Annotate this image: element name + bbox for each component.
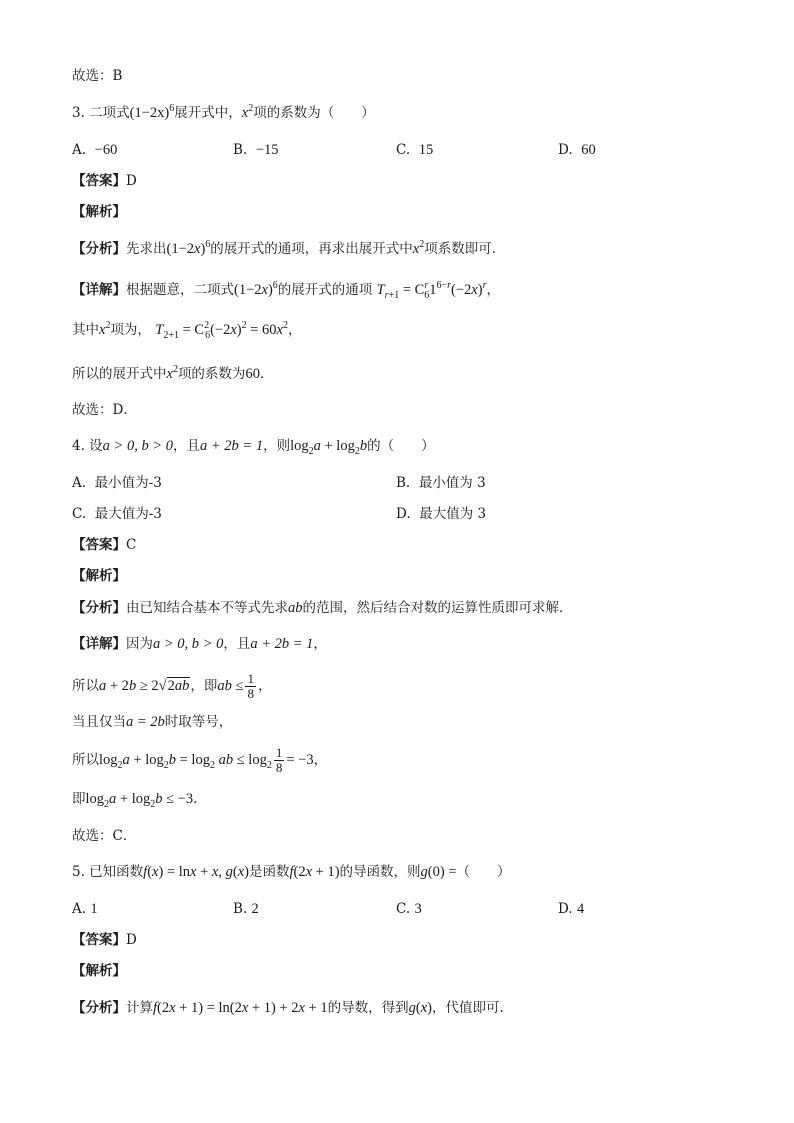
- q5-analysis-heading: 【解析】: [72, 963, 126, 979]
- q4-fenxi: 【分析】由已知结合基本不等式先求ab的范围，然后结合对数的运算性质即可求解．: [72, 600, 573, 616]
- q3-final: 故选：D．: [72, 402, 137, 418]
- q3-option-a: A. −60: [72, 142, 118, 158]
- q4-stem: 4. 设a > 0, b > 0，且a + 2b = 1，则$\log_2a + \log_2b$的（ ）: [72, 438, 435, 457]
- q4-analysis-heading: 【解析】: [72, 568, 126, 584]
- q4-final: 故选：C．: [72, 828, 137, 844]
- q4-option-c: C. 最大值为-3: [72, 506, 162, 522]
- q5-stem: 5. 已知函数f(x) = lnx + x, g(x)是函数f(2x + 1)的导函数，则g(0) =（ ）: [72, 864, 511, 880]
- q4-xiangjie-2: 所以a + 2b ≥ 2√2ab，即ab ≤ $\frac{1}{8}$ ，: [72, 671, 272, 701]
- q3-analysis-heading: 【解析】: [72, 204, 126, 220]
- q2-final-answer: 故选：B: [72, 68, 123, 84]
- q3-xiangjie-3: 所以的展开式中$x^2$项的系数为60．: [72, 364, 274, 382]
- q3-fenxi: 【分析】先求出$(1-2x)^6$的展开式的通项，再求出展开式中$x^2$项系数即可．: [72, 239, 506, 257]
- q4-option-b: B. 最小值为 3: [396, 475, 486, 491]
- q3-answer: 【答案】D: [72, 173, 137, 189]
- q3-option-b: B. −15: [233, 142, 279, 158]
- q5-fenxi: 【分析】计算f(2x + 1) = ln(2x + 1) + 2x + 1的导数，得到g(x)，代值即可.: [72, 1000, 504, 1016]
- q4-option-a: A. 最小值为-3: [72, 475, 162, 491]
- q4-option-d: D. 最大值为 3: [396, 506, 487, 522]
- q5-option-c: C. 3: [396, 901, 422, 917]
- q3-xiangjie-1: 【详解】根据题意，二项式$(1-2x)^6$的展开式的通项 $T_{r+1} = C^r_61^{6-r}(-2x)^r$，: [72, 280, 500, 301]
- q3-option-c: C. 15: [396, 142, 434, 158]
- q3-option-d: D. 60: [558, 142, 596, 158]
- q4-xiangjie-4: 所以$\log_2a + \log_2b = \log_2$ ab ≤ $\log_2$ $\frac{1}{8}$ = −3，: [72, 745, 328, 775]
- q4-xiangjie-5: 即$\log_2a + \log_2b \le -3$.: [72, 791, 198, 810]
- q5-option-b: B. 2: [233, 901, 259, 917]
- q4-answer: 【答案】C: [72, 537, 137, 553]
- q4-xiangjie-1: 【详解】因为a > 0, b > 0，且a + 2b = 1，: [72, 636, 327, 652]
- q3-stem: 3. 二项式$(1-2x)^6$展开式中，$x^2$项的系数为（ ）: [72, 103, 375, 121]
- q5-answer: 【答案】D: [72, 932, 137, 948]
- q3-xiangjie-2: 其中$x^2$项为， $T_{2+1} = C^2_6(-2x)^2 = 60x^2$，: [72, 320, 302, 341]
- q4-xiangjie-3: 当且仅当a = 2b时取等号，: [72, 714, 233, 730]
- q3-stem-expr: $(1-2x)^6$: [129, 103, 175, 121]
- q5-option-d: D. 4: [558, 901, 585, 917]
- q5-option-a: A. 1: [72, 901, 98, 917]
